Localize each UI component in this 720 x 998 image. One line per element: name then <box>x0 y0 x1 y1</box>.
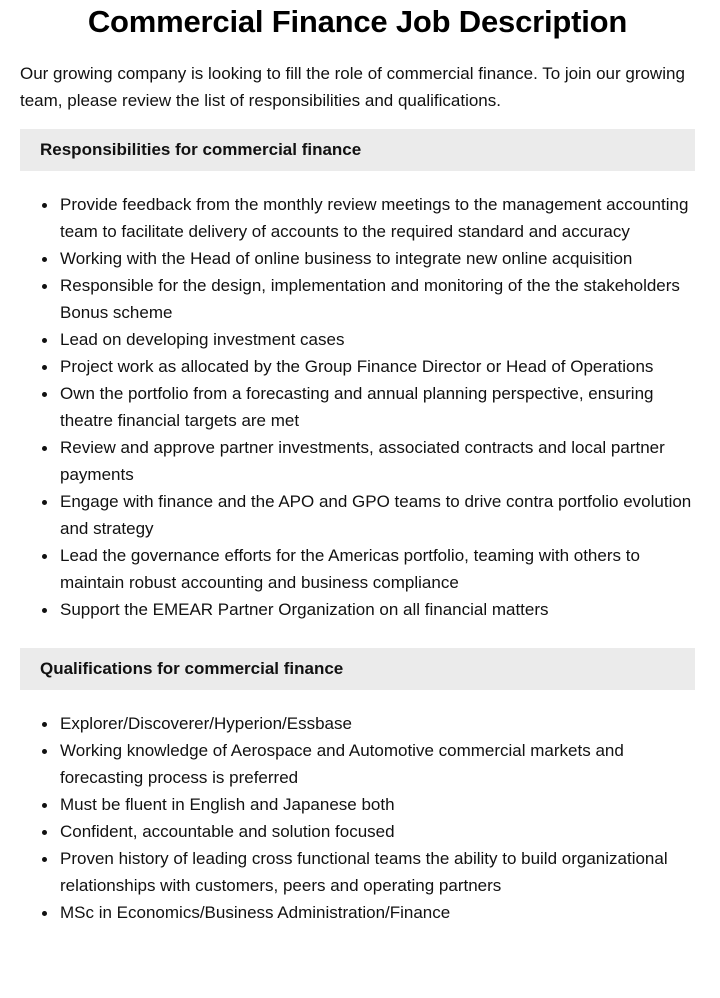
list-item-text: MSc in Economics/Business Administration/Finance <box>60 903 451 922</box>
bullet-icon <box>42 608 47 613</box>
list-item-text: Working with the Head of online business to integrate new online acquisition <box>60 249 633 268</box>
bullet-icon <box>42 284 47 289</box>
list-item <box>20 818 695 845</box>
bullet-icon <box>42 722 47 727</box>
list-item-text: Engage with finance and the APO and GPO teams to drive contra portfolio evolution and strategy <box>60 492 692 538</box>
bullet-icon <box>42 446 47 451</box>
qualifications-header: Qualifications for commercial finance <box>20 648 695 690</box>
bullet-icon <box>42 500 47 505</box>
bullet-icon <box>42 749 47 754</box>
list-item <box>20 326 695 353</box>
list-item-text: Project work as allocated by the Group Finance Director or Head of Operations <box>60 357 654 376</box>
list-item-text: Explorer/Discoverer/Hyperion/Essbase <box>60 714 352 733</box>
bullet-icon <box>42 830 47 835</box>
responsibilities-list <box>20 191 695 623</box>
list-item <box>20 434 695 488</box>
list-item-text: Own the portfolio from a forecasting and annual planning perspective, ensuring theatre financial targets are met <box>60 384 654 430</box>
bullet-icon <box>42 203 47 208</box>
list-item-text: Review and approve partner investments, associated contracts and local partner payments <box>60 438 665 484</box>
bullet-icon <box>42 911 47 916</box>
list-item-text: Provide feedback from the monthly review meetings to the management accounting team to facilitate delivery of accounts to the required standard and accuracy <box>60 195 689 241</box>
bullet-icon <box>42 803 47 808</box>
list-item <box>20 272 695 326</box>
bullet-icon <box>42 338 47 343</box>
bullet-icon <box>42 554 47 559</box>
list-item <box>20 380 695 434</box>
bullet-icon <box>42 365 47 370</box>
responsibilities-header: Responsibilities for commercial finance <box>20 129 695 171</box>
list-item <box>20 845 695 899</box>
intro-paragraph: Our growing company is looking to fill the role of commercial finance. To join our growing team, please review the list of responsibilities and qualifications. <box>20 64 685 110</box>
list-item <box>20 791 695 818</box>
list-item <box>20 899 695 926</box>
bullet-icon <box>42 392 47 397</box>
list-item <box>20 710 695 737</box>
section-spacer <box>20 623 695 633</box>
list-item <box>20 488 695 542</box>
list-item-text: Proven history of leading cross functional teams the ability to build organizational relationships with customers, peers and operating partners <box>60 849 668 895</box>
bullet-icon <box>42 857 47 862</box>
list-item <box>20 353 695 380</box>
list-item-text: Support the EMEAR Partner Organization on all financial matters <box>60 600 549 619</box>
list-item-text: Working knowledge of Aerospace and Automotive commercial markets and forecasting process is preferred <box>60 741 624 787</box>
list-item-text: Lead on developing investment cases <box>60 330 345 349</box>
list-item <box>20 191 695 245</box>
list-item-text: Lead the governance efforts for the Americas portfolio, teaming with others to maintain robust accounting and business compliance <box>60 546 640 592</box>
list-item-text: Must be fluent in English and Japanese both <box>60 795 395 814</box>
list-item-text: Confident, accountable and solution focused <box>60 822 395 841</box>
list-item <box>20 245 695 272</box>
bullet-icon <box>42 257 47 262</box>
qualifications-list <box>20 710 695 926</box>
page-title: Commercial Finance Job Description <box>87 4 628 39</box>
list-item <box>20 542 695 596</box>
list-item <box>20 596 695 623</box>
list-item <box>20 737 695 791</box>
list-item-text: Responsible for the design, implementation and monitoring of the the stakeholders Bonus scheme <box>60 276 680 322</box>
